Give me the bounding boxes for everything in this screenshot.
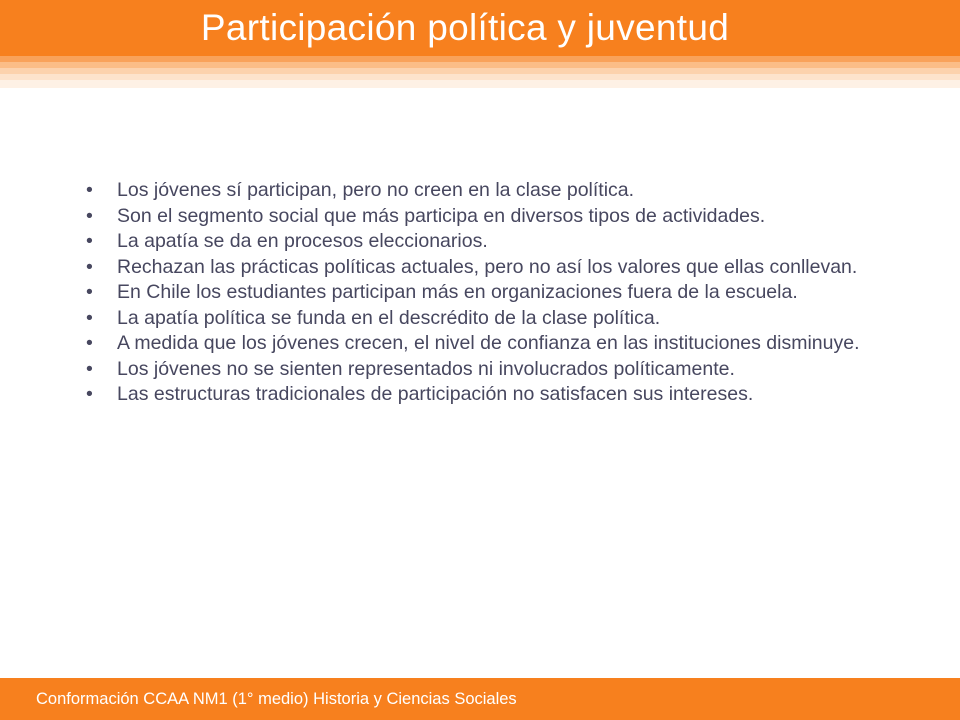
bullet-marker: • — [86, 306, 93, 329]
bullet-text: Rechazan las prácticas políticas actuales, pero no así los valores que ellas conllevan. — [117, 255, 858, 278]
bullet-marker: • — [86, 332, 93, 354]
bullet-marker: • — [86, 204, 93, 227]
bullet-text: Los jóvenes sí participan, pero no creen en la clase política. — [117, 179, 635, 201]
bullet-item — [86, 333, 886, 354]
bullet-marker: • — [86, 230, 93, 252]
bullet-list — [86, 180, 886, 410]
bullet-marker: • — [86, 383, 93, 405]
bullet-item — [86, 384, 886, 405]
bullet-item — [86, 282, 886, 303]
bullet-text: Las estructuras tradicionales de participación no satisfacen sus intereses. — [117, 383, 754, 405]
slide-title: Participación política y juventud — [200, 7, 730, 48]
bullet-marker: • — [86, 281, 93, 303]
bullet-marker: • — [86, 179, 93, 201]
bullet-text: La apatía se da en procesos eleccionarios. — [117, 230, 488, 252]
footer-text: Conformación CCAA NM1 (1° medio) Historia y Ciencias Sociales — [36, 690, 517, 708]
bullet-marker: • — [86, 255, 93, 278]
header-bar — [0, 0, 960, 56]
header-stripe — [0, 80, 960, 88]
bullet-text: A medida que los jóvenes crecen, el nivel de confianza en las instituciones disminuye. — [117, 332, 860, 354]
footer-bar — [0, 678, 960, 720]
bullet-item — [86, 308, 886, 329]
bullet-text: Son el segmento social que más participa en diversos tipos de actividades. — [117, 204, 766, 227]
bullet-item — [86, 180, 886, 201]
bullet-item — [86, 231, 886, 252]
bullet-text: En Chile los estudiantes participan más en organizaciones fuera de la escuela. — [117, 281, 798, 303]
bullet-text: Los jóvenes no se sienten representados ni involucrados políticamente. — [117, 357, 735, 380]
bullet-item — [86, 206, 886, 227]
bullet-marker: • — [86, 357, 93, 380]
bullet-text: La apatía política se funda en el descrédito de la clase política. — [117, 306, 661, 329]
bullet-item — [86, 359, 886, 380]
bullet-item — [86, 257, 886, 278]
